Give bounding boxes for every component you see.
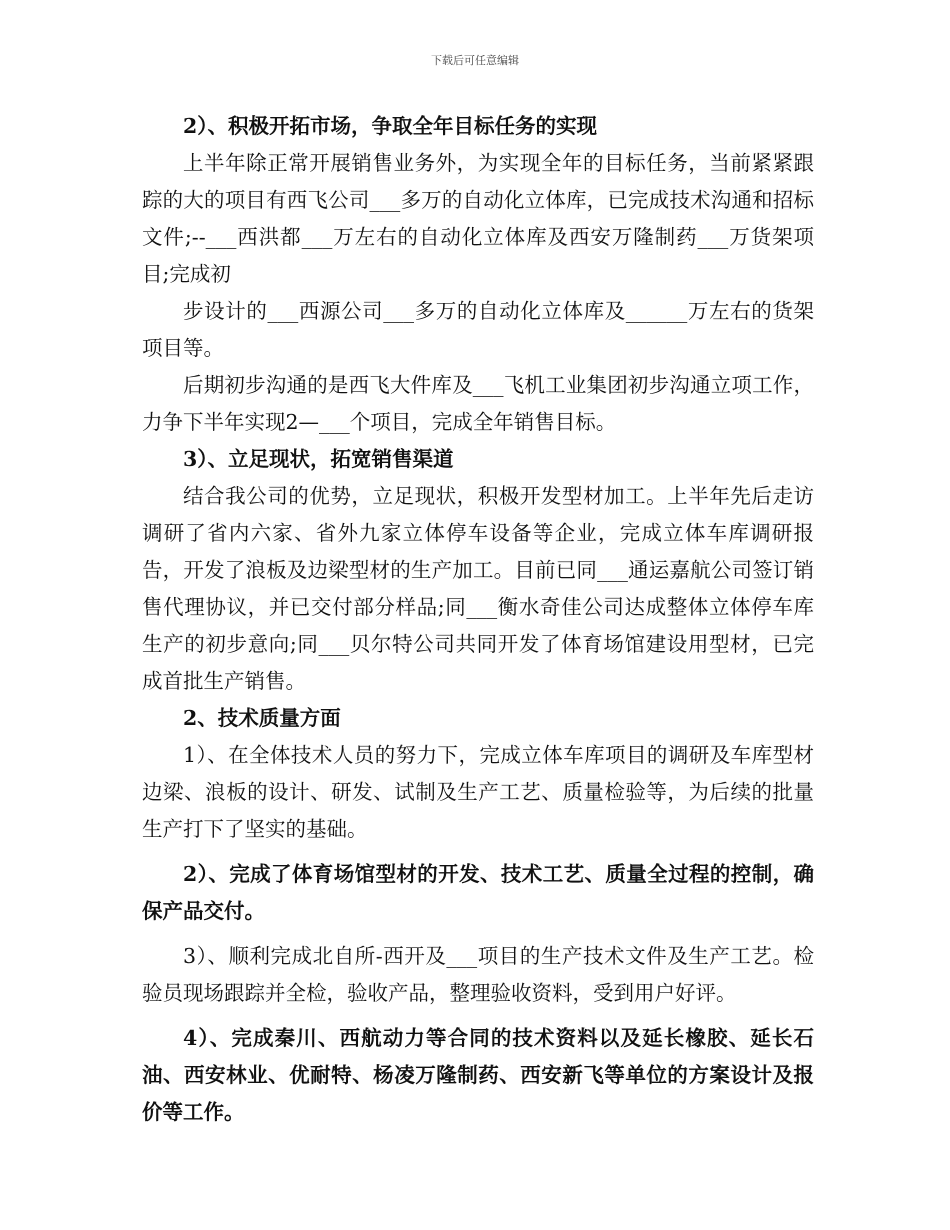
paragraph-profile-processing: 结合我公司的优势，立足现状，积极开发型材加工。上半年先后走访调研了省内六家、省外九家立体停车设备等企业，完成立体车库调研报告，开发了浪板及边梁型材的生产加工。目前已同___通运嘉航公司签订销售代理协议，并已交付部分样品;同___衡水奇佳公司达成整体立体停车库生产的初步意向;同___贝尔特公司共同开发了体育场馆建设用型材，已完成首批生产销售。: [142, 484, 814, 693]
paragraph-stadium-profiles: 2）、完成了体育场馆型材的开发、技术工艺、质量全过程的控制，确保产品交付。: [142, 862, 814, 923]
document-body: [142, 108, 814, 1131]
paragraph-preliminary-design: 步设计的___西源公司___多万的自动化立体库及______万左右的货架项目等。: [142, 299, 814, 360]
paragraph-production-documents: 3）、顺利完成北自所-西开及___项目的生产技术文件及生产工艺。检验员现场跟踪并全检，验收产品，整理验收资料，受到用户好评。: [142, 944, 814, 1005]
heading-market-expansion: 2）、积极开拓市场，争取全年目标任务的实现: [183, 114, 598, 138]
paragraph-first-half-projects: 上半年除正常开展销售业务外，为实现全年的目标任务，当前紧紧跟踪的大的项目有西飞公司___多万的自动化立体库，已完成技术沟通和招标文件;--___西洪都___万左右的自动化立体库及西安万隆制药___万货架项目;完成初: [142, 151, 814, 286]
heading-sales-channels: 3）、立足现状，拓宽销售渠道: [183, 447, 454, 471]
page-header: 下载后可任意编辑: [431, 54, 519, 67]
paragraph-garage-project: 1）、在全体技术人员的努力下，完成立体车库项目的调研及车库型材边梁、浪板的设计、研发、试制及生产工艺、质量检验等，为后续的批量生产打下了坚实的基础。: [142, 743, 814, 841]
paragraph-technical-materials: 4）、完成秦川、西航动力等合同的技术资料以及延长橡胶、延长石油、西安林业、优耐特、杨凌万隆制药、西安新飞等单位的方案设计及报价等工作。: [142, 1026, 814, 1124]
heading-technical-quality: 2、技术质量方面: [183, 706, 341, 730]
paragraph-later-communication: 后期初步沟通的是西飞大件库及___飞机工业集团初步沟通立项工作，力争下半年实现2—___个项目，完成全年销售目标。: [142, 373, 814, 434]
